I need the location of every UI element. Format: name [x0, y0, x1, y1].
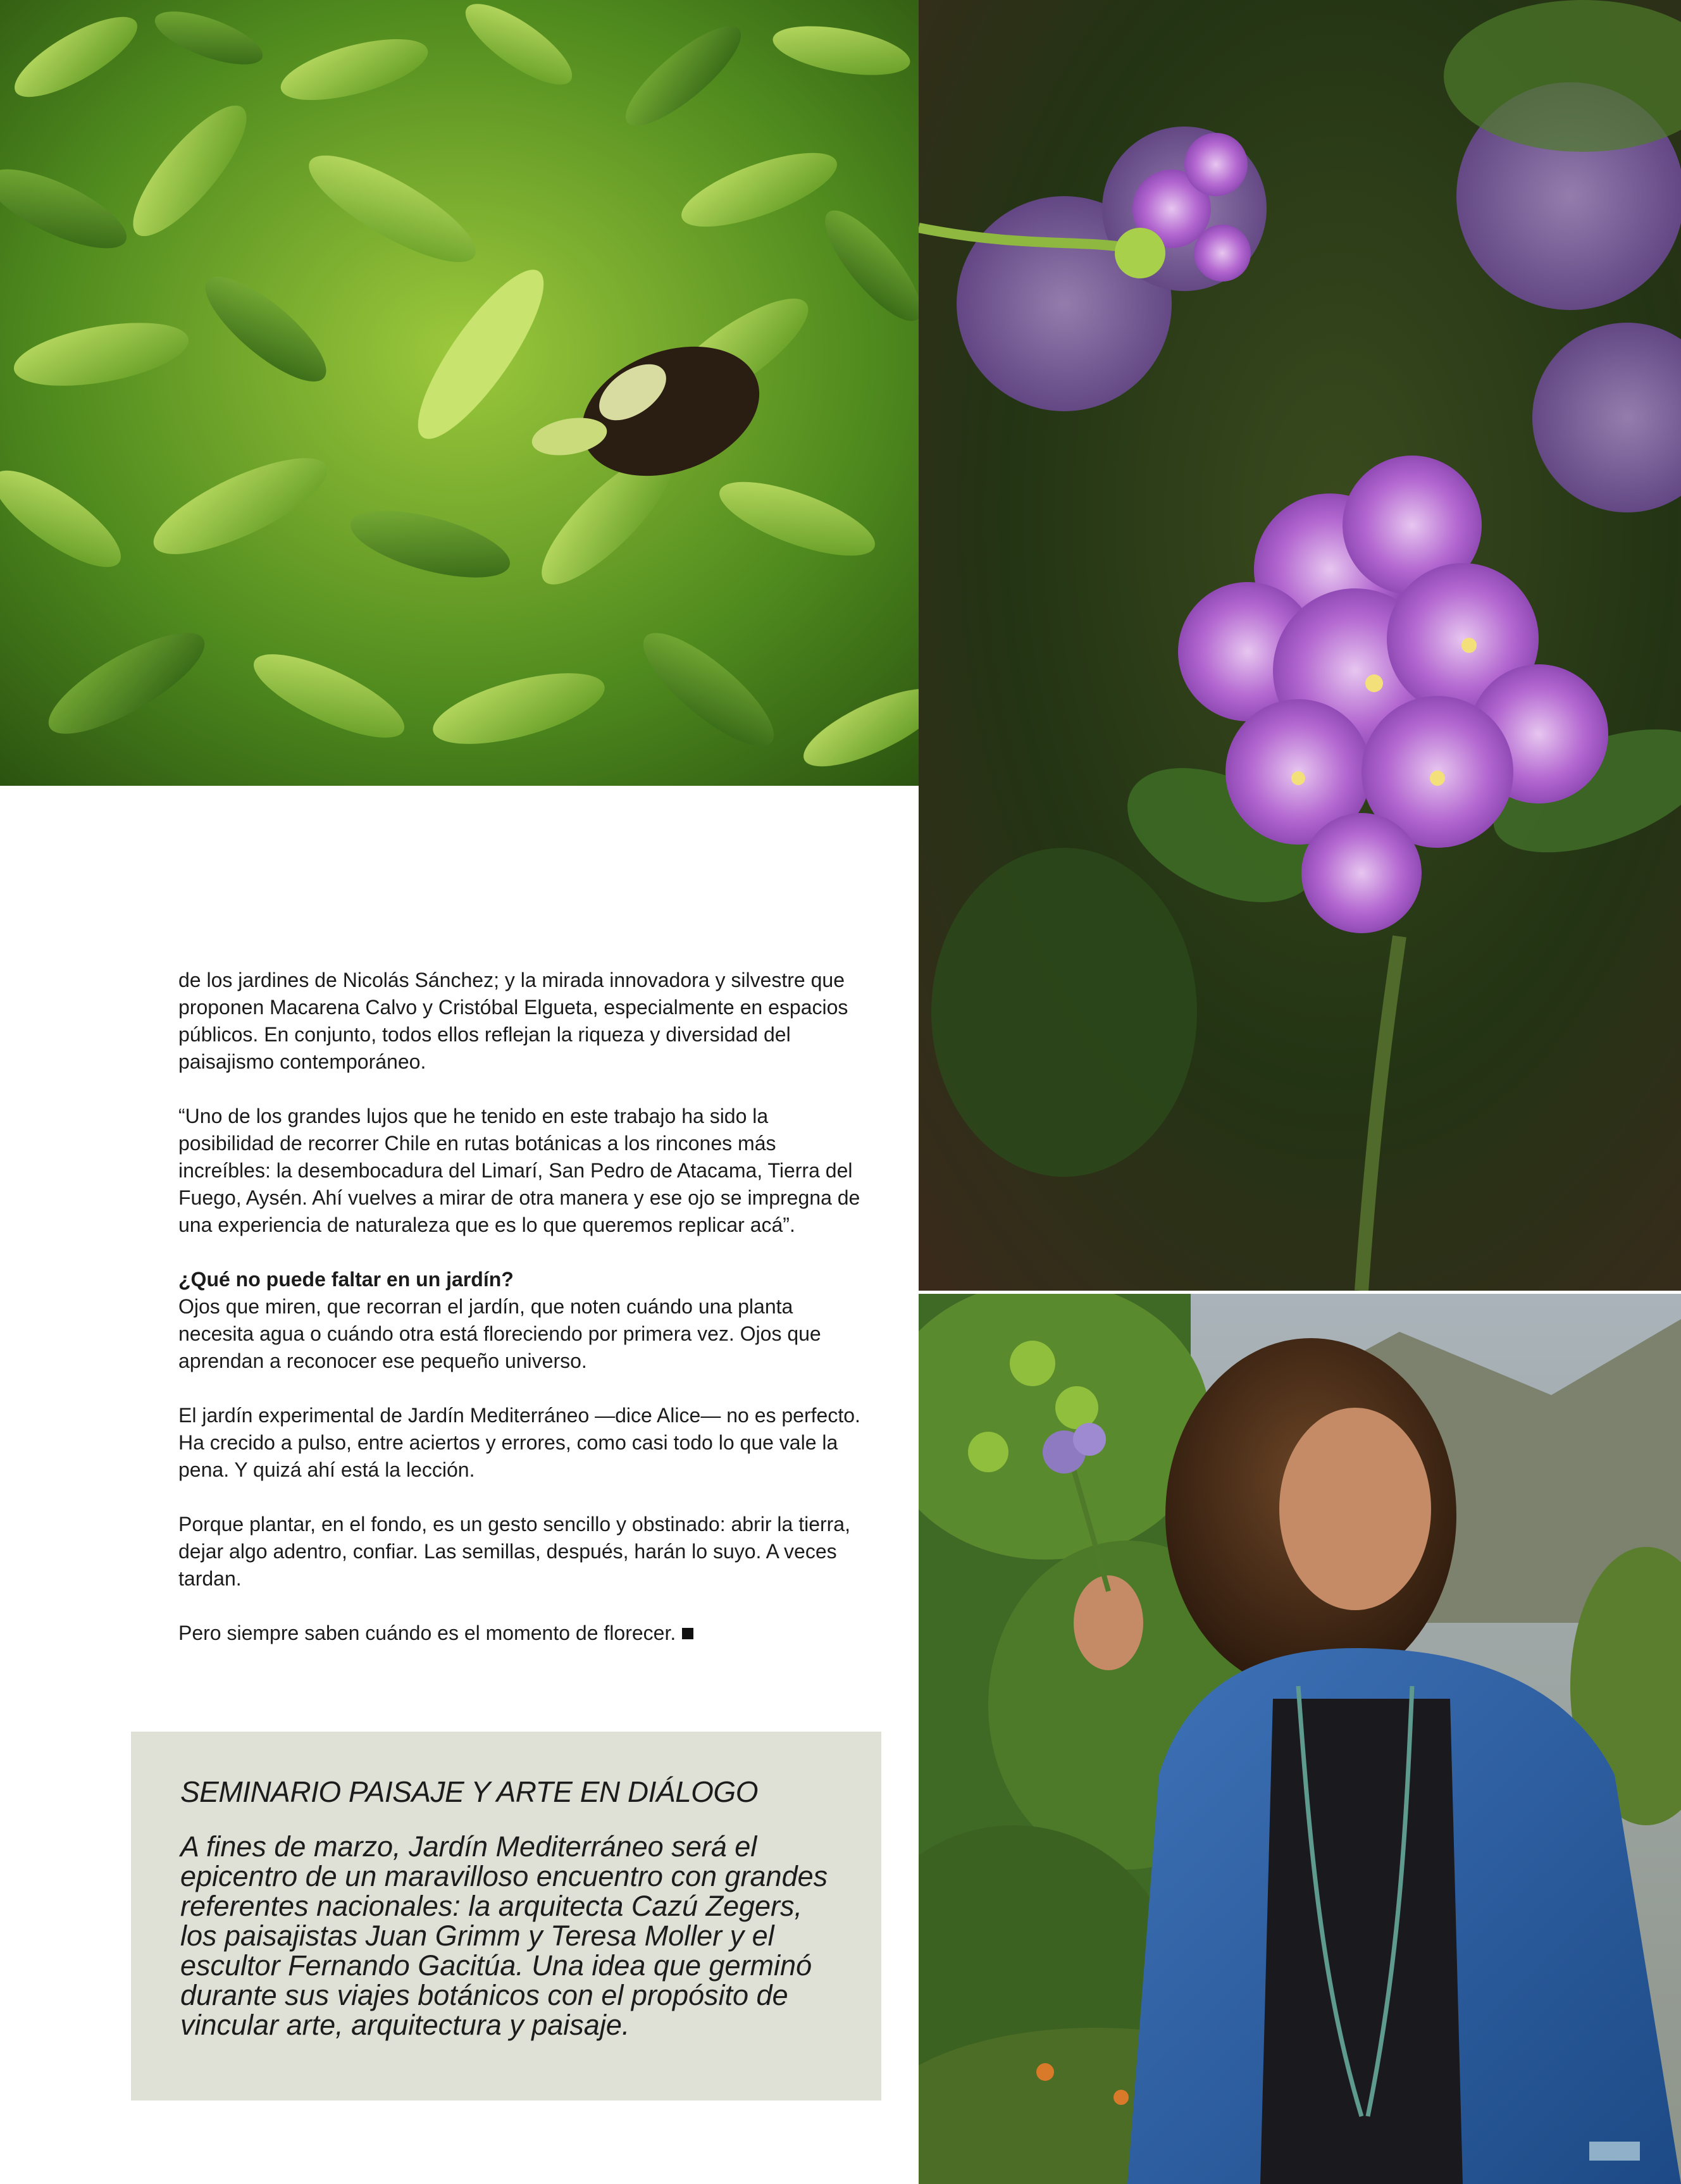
- article-paragraph-4: El jardín experimental de Jardín Mediterráneo —dice Alice— no es perfecto. Ha crecido a pulso, entre aciertos y errores, como casi todo lo que vale la pena. Y quizá ahí está la lección.: [178, 1404, 860, 1481]
- article-closing-text: Pero siempre saben cuándo es el momento de florecer.: [178, 1622, 676, 1644]
- photo-purple-verbena: [919, 0, 1681, 1291]
- article-paragraph-5: Porque plantar, en el fondo, es un gesto sencillo y obstinado: abrir la tierra, dejar algo adentro, confiar. Las semillas, después, harán lo suyo. A veces tardan.: [178, 1513, 850, 1590]
- woman-illustration: [919, 1294, 1681, 2184]
- article-body: [178, 967, 862, 1674]
- article-answer: Ojos que miren, que recorran el jardín, que noten cuándo una planta necesita agua o cuándo otra está floreciendo por primera vez. Ojos que aprendan a reconocer ese pequeño universo.: [178, 1295, 821, 1372]
- photo-woman-in-garden: [919, 1294, 1681, 2184]
- verbena-illustration: [919, 0, 1681, 1291]
- photo-green-seedlings: [0, 0, 919, 786]
- sidebox-title: SEMINARIO PAISAJE Y ARTE EN DIÁLOGO: [180, 1775, 758, 1808]
- article-question: ¿Qué no puede faltar en un jardín?: [178, 1268, 514, 1291]
- article-closing: [178, 1620, 862, 1647]
- sidebox-body: A fines de marzo, Jardín Mediterráneo será el epicentro de un maravilloso encuentro con grandes referentes nacionales: la arquitecta Cazú Zegers, los paisajistas Juan Grimm y Teresa Moller y el escultor Fernando Gacitúa. Una idea que germinó durante sus viajes botánicos con el propósito de vincular arte, arquitectura y paisaje.: [180, 1830, 828, 2041]
- article-qa-block: [178, 1266, 862, 1375]
- seminar-sidebox: [131, 1732, 881, 2100]
- leaves-illustration: [0, 0, 919, 786]
- article-paragraph-1: de los jardines de Nicolás Sánchez; y la mirada innovadora y silvestre que proponen Macarena Calvo y Cristóbal Elgueta, especialmente en espacios públicos. En conjunto, todos ellos reflejan la riqueza y diversidad del paisajismo contemporáneo.: [178, 969, 848, 1073]
- end-mark-icon: [682, 1628, 693, 1639]
- article-paragraph-2: “Uno de los grandes lujos que he tenido en este trabajo ha sido la posibilidad de recorrer Chile en rutas botánicas a los rincones más increíbles: la desembocadura del Limarí, San Pedro de Atacama, Tierra del Fuego, Aysén. Ahí vuelves a mirar de otra manera y ese ojo se impregna de una experiencia de naturaleza que es lo que queremos replicar acá”.: [178, 1105, 860, 1236]
